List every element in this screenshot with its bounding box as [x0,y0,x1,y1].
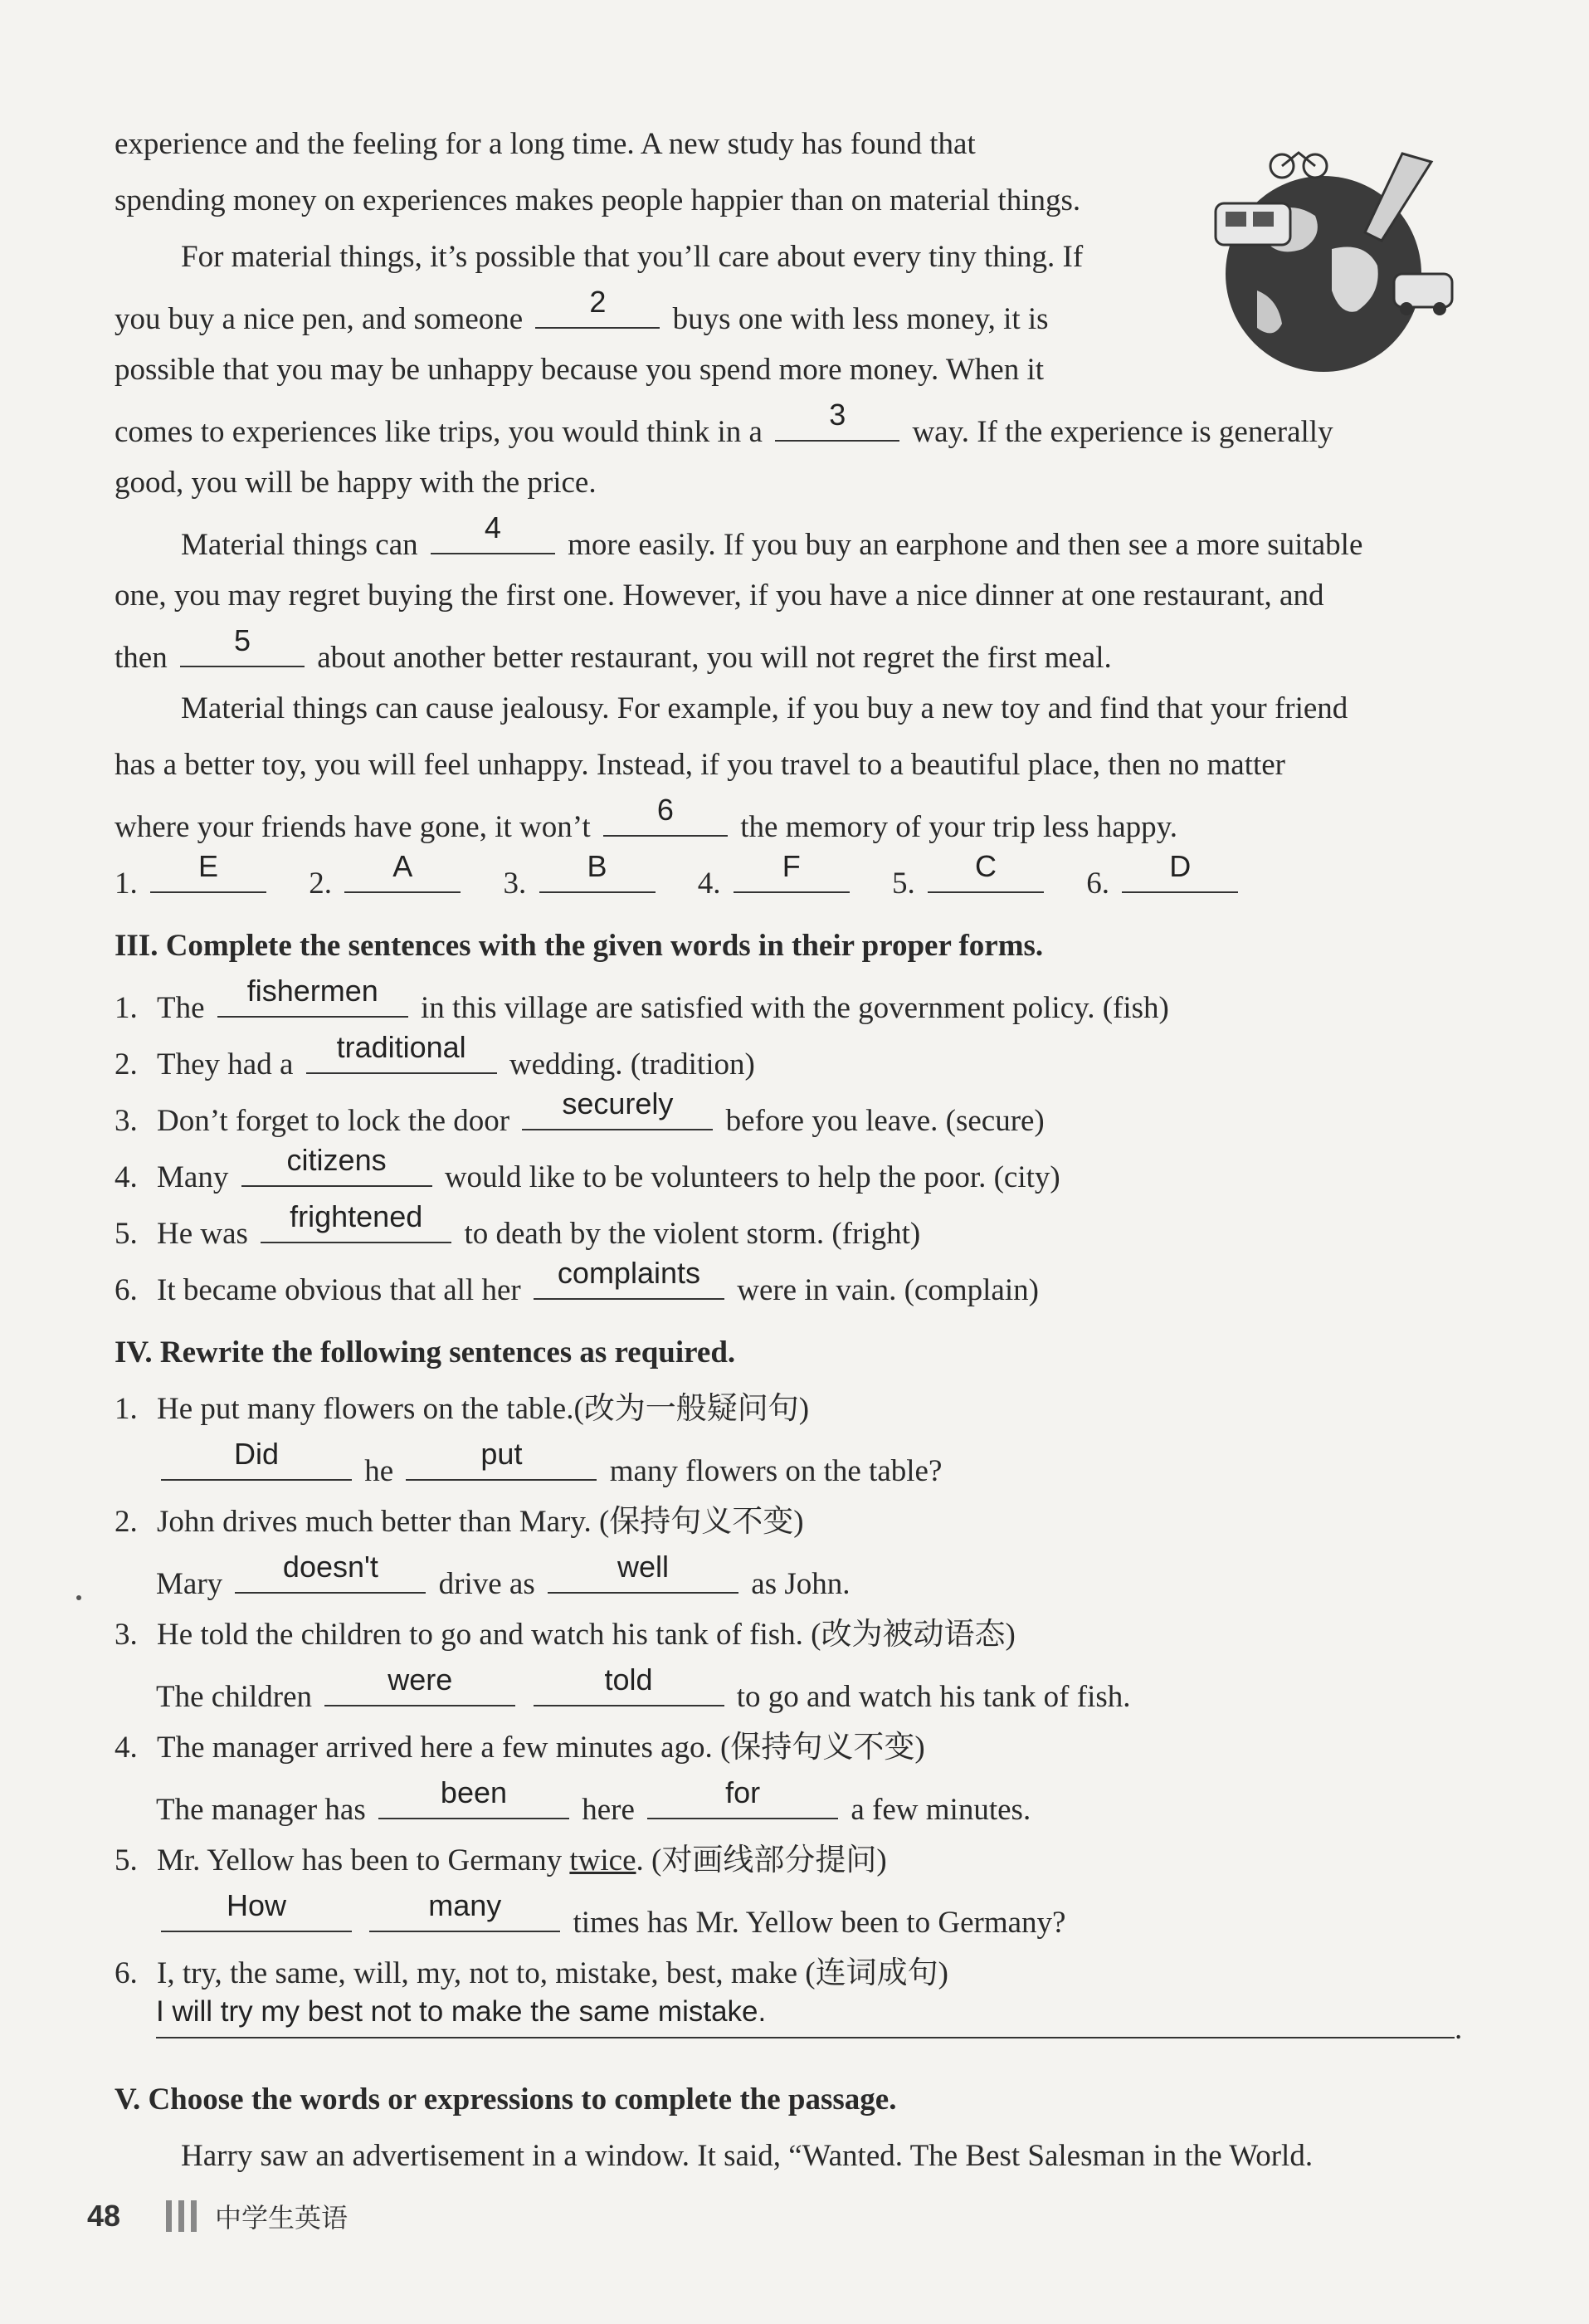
answer-number: 1. [115,867,138,901]
answer-blank[interactable] [369,1888,560,1932]
item-text: The [157,991,205,1025]
item-text: Many [157,1160,229,1194]
section5-heading: V. Choose the words or expressions to complete the passage. [115,2082,897,2116]
section4-answer [156,1995,1463,2049]
underlined-word: twice [569,1843,636,1877]
answer-blank[interactable] [378,1775,569,1819]
answer-blank-1[interactable] [150,849,266,893]
passage-text: more easily. If you buy an earphone and then see a more suitable [568,528,1363,562]
item-text: before you leave. (secure) [725,1104,1045,1138]
question-text: Mr. Yellow has been to Germany [157,1843,563,1877]
answer-text: frightened [290,1199,423,1233]
answer-blank-5[interactable] [928,849,1044,893]
section3-item [115,1256,1039,1311]
item-number: 1. [115,991,138,1025]
passage-line [115,181,1080,221]
item-text: to go and watch his tank of fish. [736,1680,1131,1714]
item-number: 5. [115,1843,138,1877]
passage-text: Harry saw an advertisement in a window. It said, “Wanted. The Best Salesman in the World. [181,2139,1314,2173]
item-number: 2. [115,1047,138,1081]
stray-dot [76,1595,81,1600]
item-text: times has Mr. Yellow been to Germany? [573,1906,1066,1940]
answer-text: C [975,849,997,883]
section2-answers [115,849,1243,904]
item-text: were in vain. (complain) [737,1273,1039,1307]
answer-number: 2. [309,867,332,901]
item-number: 1. [115,1392,138,1426]
answer-blank-6[interactable] [1122,849,1238,893]
item-number: 5. [115,1217,138,1251]
answer-text: B [587,849,607,883]
answer-text: traditional [336,1030,466,1064]
answer-blank[interactable] [306,1030,497,1074]
answer-blank[interactable] [522,1086,713,1130]
item-text: drive as [438,1567,535,1601]
item-text: in this village are satisfied with the government policy. (fish) [421,991,1169,1025]
item-text: a few minutes. [851,1793,1031,1827]
blank-number: 4 [484,510,501,544]
blank-4[interactable] [431,510,555,554]
passage-line [181,510,1363,565]
item-number: 4. [115,1731,138,1765]
item-text: . [1455,2012,1463,2046]
answer-text: I will try my best not to make the same mistake. [156,1995,767,2028]
answer-text: How [226,1888,287,1922]
page-number: 48 [87,2199,121,2233]
passage-text: spending money on experiences makes people happier than on material things. [115,183,1081,217]
section4-question [115,1389,809,1429]
section3-item [115,1030,755,1085]
answer-text: for [725,1775,761,1809]
answer-blank[interactable] [161,1437,352,1481]
book-title: 中学生英语 [215,2202,349,2234]
answer-text: were [388,1662,453,1697]
section4-answer [156,1550,851,1604]
passage-text: Material things can [181,528,418,562]
item-text: to death by the violent storm. (fright) [464,1217,921,1251]
answer-text: well [617,1550,670,1584]
answer-blank[interactable] [235,1550,426,1594]
section4-question [115,1728,925,1768]
answer-text: A [392,849,413,883]
passage-text: buys one with less money, it is [672,302,1049,336]
answer-number: 4. [697,867,721,901]
answer-blank-4[interactable] [734,849,850,893]
item-text: The manager has [156,1793,366,1827]
answer-blank[interactable] [324,1662,515,1706]
blank-number: 3 [829,398,846,432]
item-number: 3. [115,1618,138,1652]
answer-blank[interactable] [548,1550,738,1594]
answer-text: complaints [557,1256,700,1290]
passage-line [115,124,1187,164]
answer-blank-3[interactable] [539,849,656,893]
item-number: 6. [115,1956,138,1990]
passage-text: then [115,641,168,675]
item-text: He was [157,1217,248,1251]
answer-blank-2[interactable] [344,849,461,893]
question-text: He put many flowers on the table.(改为一般疑问句) [157,1392,810,1426]
answer-text: many [428,1888,502,1922]
question-text: I, try, the same, will, my, not to, mistake, best, make (连词成句) [157,1956,948,1990]
answer-text: D [1169,849,1192,883]
blank-number: 6 [656,793,674,827]
passage-text: one, you may regret buying the first one. However, if you have a nice dinner at one restaurant, and [115,579,1324,613]
blank-2[interactable] [535,285,660,329]
answer-blank[interactable] [261,1199,451,1243]
passage-text: good, you will be happy with the price. [115,466,597,500]
item-text: Mary [156,1567,223,1601]
passage-line [181,237,1083,277]
blank-number: 5 [233,623,251,657]
section4-answer [156,1888,1066,1943]
blank-3[interactable] [775,398,899,442]
item-number: 3. [115,1104,138,1138]
passage-line [115,398,1333,452]
answer-blank[interactable] [406,1437,597,1481]
blank-6[interactable] [603,793,728,837]
section3-heading: III. Complete the sentences with the given words in their proper forms. [115,929,1044,963]
item-text: They had a [157,1047,294,1081]
question-text: . (对画线部分提问) [636,1843,887,1877]
passage-line [115,623,1112,678]
answer-blank[interactable] [647,1775,838,1819]
section4-answer [156,1662,1131,1717]
section3-item [115,1086,1045,1141]
answer-blank[interactable] [241,1143,432,1187]
passage-line [115,576,1323,616]
passage-line [115,793,1177,847]
answer-number: 6. [1086,867,1109,901]
answer-text: told [604,1662,653,1697]
passage-line [115,463,597,503]
answer-blank[interactable] [534,1662,724,1706]
passage-text: the memory of your trip less happy. [740,810,1177,844]
answer-text: doesn't [282,1550,378,1584]
passage-line [115,350,1044,390]
section4-answer [156,1775,1031,1830]
section4-question [115,1615,1016,1655]
section4-question [115,1954,948,1994]
answer-number: 5. [892,867,915,901]
passage-text: comes to experiences like trips, you would think in a [115,415,763,449]
section4-question [115,1502,804,1542]
section3-item [115,1199,921,1254]
answer-blank[interactable] [217,974,408,1018]
section4-heading: IV. Rewrite the following sentences as required. [115,1335,736,1370]
blank-number: 2 [589,285,607,319]
passage-line [181,2136,1313,2176]
answer-line[interactable] [156,1995,1455,2038]
blank-5[interactable] [180,623,305,667]
passage-line [181,689,1348,729]
item-number: 2. [115,1505,138,1539]
answer-text: Did [233,1437,280,1471]
passage-text: about another better restaurant, you will not regret the first meal. [317,641,1112,675]
item-text: as John. [751,1567,851,1601]
answer-text: put [480,1437,523,1471]
passage-text: has a better toy, you will feel unhappy. Instead, if you travel to a beautiful place, then no matter [115,748,1286,782]
item-text: he [364,1454,394,1488]
answer-blank[interactable] [534,1256,724,1300]
footer-bars-icon [166,2200,197,2232]
answer-text: been [440,1775,508,1809]
answer-number: 3. [503,867,527,901]
answer-blank[interactable] [161,1888,352,1932]
item-number: 6. [115,1273,138,1307]
passage-text: possible that you may be unhappy because you spend more money. When it [115,353,1045,387]
answer-text: E [197,849,218,883]
item-text: would like to be volunteers to help the poor. (city) [444,1160,1060,1194]
question-text: The manager arrived here a few minutes ago. (保持句义不变) [157,1731,925,1765]
item-number: 4. [115,1160,138,1194]
section4-answer [156,1437,943,1492]
answer-text: securely [562,1086,674,1120]
question-text: John drives much better than Mary. (保持句义不变) [157,1505,804,1539]
item-text: wedding. (tradition) [509,1047,755,1081]
section4-question [115,1841,887,1881]
passage-text: you buy a nice pen, and someone [115,302,524,336]
item-text: here [582,1793,635,1827]
section3-item [115,1143,1060,1198]
passage-text: where your friends have gone, it won’t [115,810,591,844]
answer-text: citizens [286,1143,387,1177]
item-text: Don’t forget to lock the door [157,1104,510,1138]
answer-text: F [782,849,801,883]
passage-text: For material things, it’s possible that you’ll care about every tiny thing. If [181,240,1084,274]
passage-text: way. If the experience is generally [912,415,1333,449]
passage-text: Material things can cause jealousy. For example, if you buy a new toy and find that your friend [181,691,1348,725]
globe-travel-illustration [1207,149,1456,382]
page-footer [87,2191,348,2241]
item-text: many flowers on the table? [609,1454,943,1488]
passage-text: experience and the feeling for a long time. A new study has found that [115,127,976,161]
section3-item [115,974,1169,1028]
passage-line [115,745,1285,785]
answer-text: fishermen [246,974,378,1008]
item-text: The children [156,1680,312,1714]
item-text: It became obvious that all her [157,1273,521,1307]
question-text: He told the children to go and watch his tank of fish. (改为被动语态) [157,1618,1016,1652]
passage-line [115,285,1049,339]
